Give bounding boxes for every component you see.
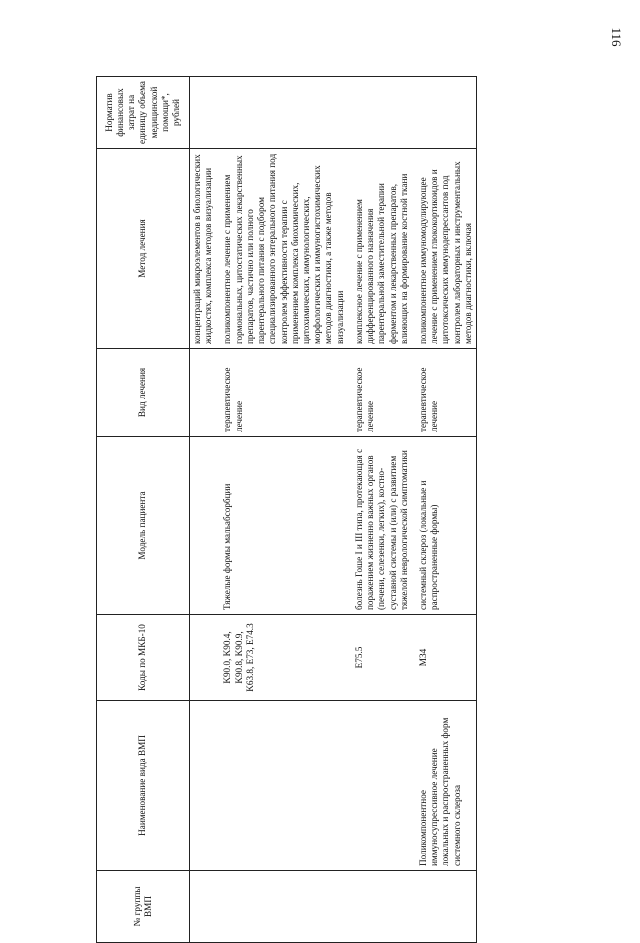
cell-group-no bbox=[190, 871, 221, 943]
cell-icd-codes: K90.0, K90.4, K90.8, K90.9, K63.8, E73, E74.3 bbox=[220, 615, 351, 701]
cell-treatment-type: терапевтическое лечение bbox=[220, 349, 351, 437]
cell-group-no bbox=[352, 871, 416, 943]
cell-cost-norm bbox=[416, 77, 477, 149]
table-row bbox=[416, 77, 477, 943]
cell-icd-codes bbox=[190, 615, 221, 701]
cell-vmp-name: Поликомпонентное иммуносупрессивное лечение локальных и распространенных форм системного склероза bbox=[416, 701, 477, 871]
cell-treatment-method: поликомпонентное иммуномодулирующее лечение с применением глюкокортикоидов и цитотоксических иммунодепрессантов под контролем лабораторных и инструментальных методов диагностики, включая bbox=[416, 149, 477, 349]
cell-patient-model bbox=[190, 437, 221, 615]
page-number-text: 116 bbox=[609, 27, 624, 47]
table-row bbox=[220, 77, 351, 943]
cell-vmp-name bbox=[352, 701, 416, 871]
cell-treatment-method: концентраций микроэлементов в биологических жидкостях, комплекса методов визуализации bbox=[190, 149, 221, 349]
rotated-table-sheet bbox=[96, 38, 616, 943]
cell-group-no bbox=[416, 871, 477, 943]
table-row bbox=[190, 77, 221, 943]
cell-patient-model: системный склероз (локальные и распространенные формы) bbox=[416, 437, 477, 615]
cell-cost-norm bbox=[352, 77, 416, 149]
cell-treatment-type: терапевтическое лечение bbox=[352, 349, 416, 437]
cell-icd-codes: M34 bbox=[416, 615, 477, 701]
cell-icd-codes: E75.5 bbox=[352, 615, 416, 701]
cell-treatment-type: терапевтическое лечение bbox=[416, 349, 477, 437]
cell-patient-model: Тяжелые формы мальабсорбции bbox=[220, 437, 351, 615]
cell-treatment-type bbox=[190, 349, 221, 437]
header-treatment-type: Вид лечения bbox=[97, 349, 190, 437]
header-treatment-method: Метод лечения bbox=[97, 149, 190, 349]
cell-treatment-method: комплексное лечение с применением дифференцированного назначения парентеральной заместительной терапии ферментом и лекарственных препаратов, влияющих на формирование костной ткани bbox=[352, 149, 416, 349]
header-cost-norm: Норматив финансовых затрат на единицу объема медицинской помощи*, рублей bbox=[97, 77, 190, 149]
header-vmp-name: Наименование вида ВМП bbox=[97, 701, 190, 871]
cell-vmp-name bbox=[220, 701, 351, 871]
table-row bbox=[352, 77, 416, 943]
cell-treatment-method: поликомпонентное лечение с применением гормональных, цитостатических лекарственных препаратов, частично или полного парентерального питания с подбором специализированного энтерального питания под контролем эффективности терапии с применением комплекса биохимических, цитохимических, иммунологических, морфологических и иммуногистохимических методов диагностики, а также методов визуализации bbox=[220, 149, 351, 349]
cell-cost-norm bbox=[220, 77, 351, 149]
vmp-table bbox=[96, 76, 477, 943]
header-icd-codes: Коды по МКБ-10 bbox=[97, 615, 190, 701]
header-patient-model: Модель пациента bbox=[97, 437, 190, 615]
header-group-no: № группы ВМП bbox=[97, 871, 190, 943]
cell-cost-norm bbox=[190, 77, 221, 149]
cell-vmp-name bbox=[190, 701, 221, 871]
header-row bbox=[97, 77, 190, 943]
cell-group-no bbox=[220, 871, 351, 943]
cell-patient-model: болезнь Гоше I и III типа, протекающая с поражением жизненно важных органов (печени, селезенки, легких), костно-суставной системы и (или) с развитием тяжелой неврологической симптоматики bbox=[352, 437, 416, 615]
